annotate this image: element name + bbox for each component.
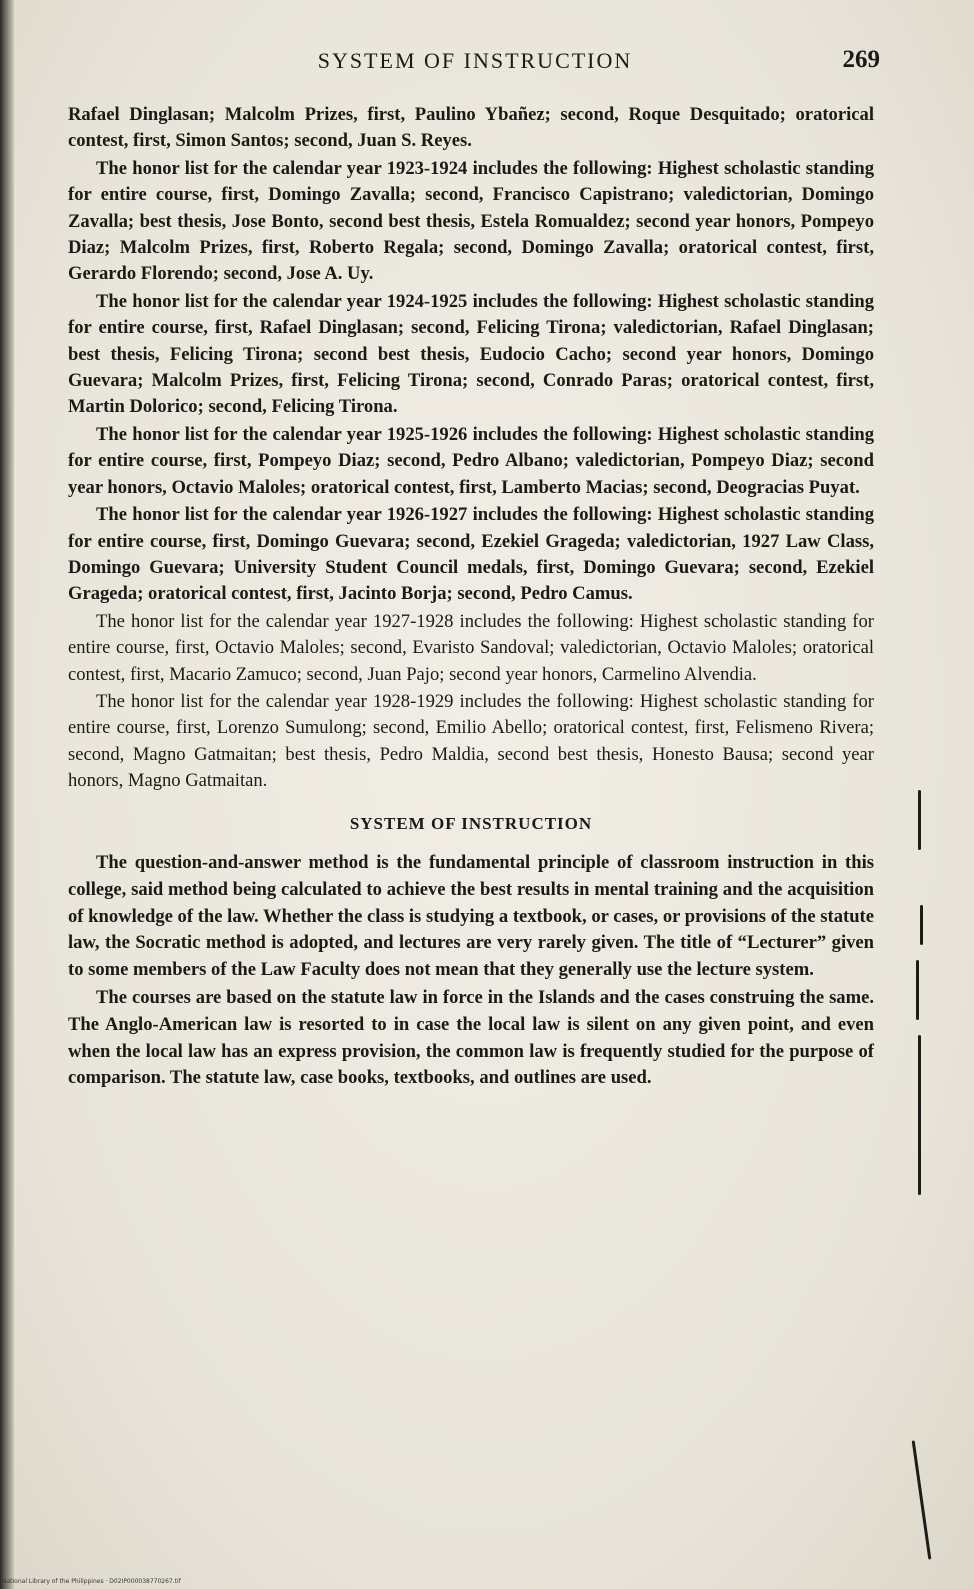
paragraph-honors-1928-1929: The honor list for the calendar year 1928-1929 includes the following: Highest scholastic standing for entire course, first, Lorenzo Sumulong; second, Emilio Abello; oratorical contest, first, Felismeno Rivera; second, Magno Gatmaitan; best thesis, Pedro Maldia, second best thesis, Honesto Bausa; second year honors, Magno Gatmaitan. xyxy=(68,690,874,792)
paragraph-courses-basis: The courses are based on the statute law in force in the Islands and the cases construing the same. The Anglo-American law is resorted to in case the local law is silent on any given point, and even when the local law has an express provision, the common law is frequently studied for the purpose of comparison. The statute law, case books, textbooks, and outlines are used. xyxy=(68,986,874,1089)
margin-mark xyxy=(920,905,923,945)
paragraph-instruction-method: The question-and-answer method is the fundamental principle of classroom instruction in this college, said method being calculated to achieve the best results in mental training and the acquisition of knowledge of the law. Whether the class is studying a textbook, or cases, or provisions of the statute law, the Socratic method is adopted, and lectures are very rarely given. The title of “Lecturer” given to some members of the Law Faculty does not mean that they generally use the lecture system. xyxy=(68,851,874,981)
margin-mark xyxy=(916,960,919,1020)
margin-mark xyxy=(918,790,921,850)
book-spine-shadow xyxy=(0,0,14,1589)
section-heading: SYSTEM OF INSTRUCTION xyxy=(349,813,593,833)
paragraph-honors-1923-1924: The honor list for the calendar year 1923-1924 includes the following: Highest scholastic standing for entire course, first, Domingo Zavalla; second, Francisco Capistrano; valedictorian, Domingo Zavalla; best thesis, Jose Bonto, second best thesis, Estela Romualdez; second year honors, Pompeyo Diaz; Malcolm Prizes, first, Roberto Regala; second, Domingo Zavalla; oratorical contest, first, Gerardo Florendo; second, Jose A. Uy. xyxy=(68,157,874,285)
paragraph-honors-continued: Rafael Dinglasan; Malcolm Prizes, first, Paulino Ybañez; second, Roque Desquitado; oratorical contest, first, Simon Santos; second, Juan S. Reyes. xyxy=(68,104,874,152)
paragraph-honors-1926-1927: The honor list for the calendar year 1926-1927 includes the following: Highest scholastic standing for entire course, first, Domingo Guevara; second, Ezekiel Grageda; valedictorian, 1927 Law Class, Domingo Guevara; University Student Council medals, first, Domingo Guevara; second, Ezekiel Grageda; oratorical contest, first, Jacinto Borja; second, Pedro Camus. xyxy=(68,504,874,605)
page-header xyxy=(70,46,880,80)
page-body xyxy=(68,102,874,1093)
paragraph-honors-1924-1925: The honor list for the calendar year 1924-1925 includes the following: Highest scholastic standing for entire course, first, Rafael Dinglasan; second, Felicing Tirona; valedictorian, Rafael Dinglasan; best thesis, Felicing Tirona; second best thesis, Eudocio Cacho; second year honors, Domingo Guevara; Malcolm Prizes, first, Felicing Tirona; second, Conrado Paras; oratorical contest, first, Martin Dolorico; second, Felicing Tirona. xyxy=(68,290,874,418)
scan-credit: National Library of the Philippines · D02IP000038770267.tif xyxy=(2,1578,181,1585)
paragraph-honors-1927-1928: The honor list for the calendar year 1927-1928 includes the following: Highest scholastic standing for entire course, first, Octavio Maloles; second, Evaristo Sandoval; valedictorian, Octavio Maloles; oratorical contest, first, Macario Zamuco; second, Juan Pajo; second year honors, Carmelino Alvendia. xyxy=(68,610,874,685)
running-title: SYSTEM OF INSTRUCTION xyxy=(317,48,633,73)
paragraph-honors-1925-1926: The honor list for the calendar year 1925-1926 includes the following: Highest scholastic standing for entire course, first, Pompeyo Diaz; second, Pedro Albano; valedictorian, Pompeyo Diaz; second year honors, Octavio Maloles; oratorical contest, first, Lamberto Macias; second, Deogracias Puyat. xyxy=(68,423,874,498)
margin-mark xyxy=(918,1035,921,1195)
margin-mark xyxy=(912,1440,932,1559)
page-number: 269 xyxy=(842,46,880,73)
